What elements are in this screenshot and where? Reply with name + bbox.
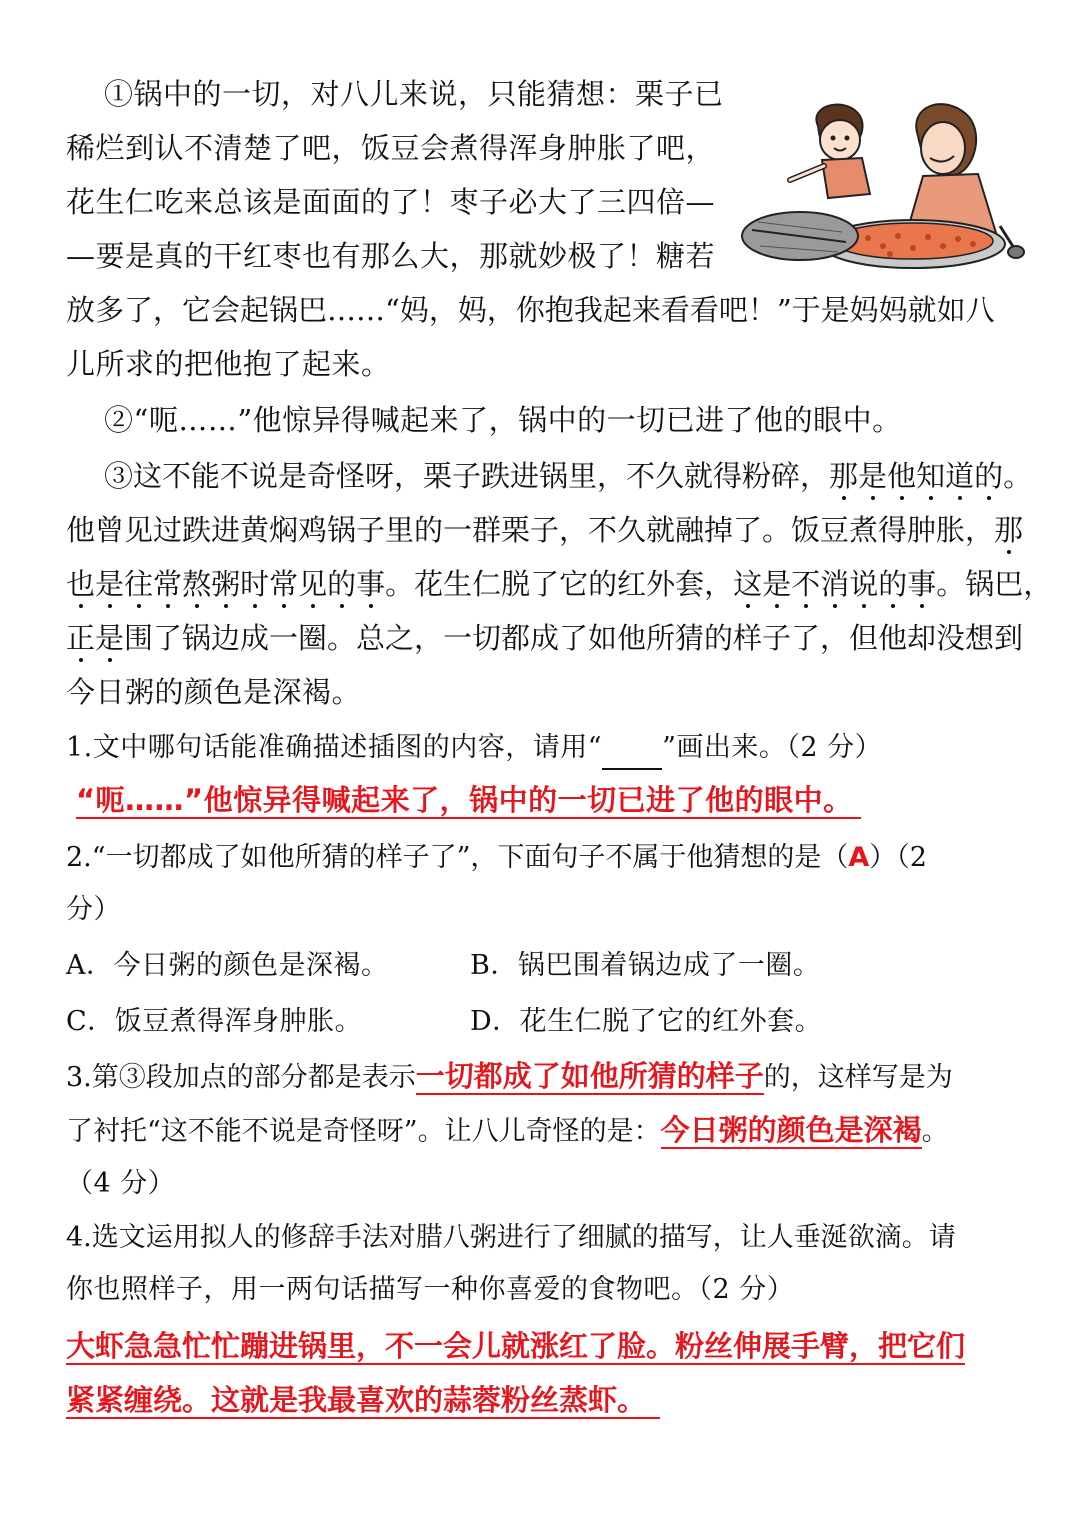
q3-text: 。: [921, 1116, 949, 1147]
passage-p1-line2: 稀烂到认不清楚了吧，饭豆会煮得浑身肿胀了吧，: [66, 131, 716, 165]
question-2: [66, 838, 927, 878]
porridge-pot-illustration: [738, 96, 1030, 272]
dotted-phrase: 正是: [66, 621, 124, 655]
question-3-line2: [66, 1110, 949, 1152]
p3-text: 。锅巴，: [936, 567, 1053, 601]
q3-text: 的，这样写是为: [763, 1062, 953, 1093]
answer-1-text: “呃……”他惊异得喊起来了，锅中的一切已进了他的眼中。: [76, 783, 861, 819]
q1-text: ”画出来。（2 分）: [662, 732, 883, 763]
p3-text: 。: [1003, 459, 1033, 493]
question-4-line1: 4.选文运用拟人的修辞手法对腊八粥进行了细腻的描写，让人垂涎欲滴。请: [66, 1222, 956, 1253]
passage-p3-line3: [66, 564, 1052, 604]
passage-p1-line4: —要是真的干红枣也有那么大，那就妙极了！糖若: [66, 239, 716, 273]
answer-1: [76, 780, 861, 820]
dotted-phrase: 那: [994, 513, 1023, 547]
passage-p2: ②“呃……”他惊异得喊起来了，锅中的一切已进了他的眼中。: [104, 403, 902, 437]
answer-2: A: [848, 842, 870, 873]
option-d: D．花生仁脱了它的红外套。: [470, 1006, 823, 1037]
answer-3-part1: 一切都成了如他所猜的样子: [415, 1059, 764, 1093]
passage-p3-line5: 今日粥的颜色是深褐。: [66, 675, 362, 709]
option-b: B．锅巴围着锅边成了一圈。: [470, 950, 821, 981]
passage-p1-line1: ①锅中的一切，对八儿来说，只能猜想：栗子已: [104, 77, 724, 111]
answer-4-line1: [66, 1326, 965, 1366]
dotted-phrase: 这是不消说的事: [733, 567, 936, 601]
question-3-line1: [66, 1056, 953, 1098]
passage-p1-line6: 儿所求的把他抱了起来。: [66, 347, 391, 381]
question-1: [66, 728, 882, 770]
q3-text: 3.第③段加点的部分都是表示: [66, 1062, 416, 1093]
p3-text: 。花生仁脱了它的红外套，: [385, 567, 734, 601]
q1-text: 1.文中哪句话能准确描述插图的内容，请用“: [66, 732, 603, 763]
passage-p1-line5: 放多了，它会起锅巴……“妈，妈，你抱我起来看看吧！”于是妈妈就如八: [66, 293, 995, 327]
question-4-line2: 你也照样子，用一两句话描写一种你喜爱的食物吧。（2 分）: [66, 1274, 795, 1305]
dotted-phrase: 也是往常熬粥时常见的事: [66, 567, 385, 601]
dotted-phrase: 那是他知道的: [829, 459, 1003, 493]
passage-p3-line2: [66, 510, 1023, 550]
q2-text: ）（2: [869, 842, 927, 873]
p3-text: ③这不能不说是奇怪呀，栗子跌进锅里，不久就得粉碎，: [104, 459, 830, 493]
option-c: C．饭豆煮得浑身肿胀。: [66, 1006, 363, 1037]
p3-text: 围了锅边成一圈。总之，一切都成了如他所猜的样子了，但他却没想到: [124, 621, 1024, 655]
passage-p3-line1: [104, 456, 1032, 496]
passage-p1-line3: 花生仁吃来总该是面面的了！枣子必大了三四倍—: [66, 185, 716, 219]
answer-4-text: 大虾急急忙忙蹦进锅里，不一会儿就涨红了脸。粉丝伸展手臂，把它们: [66, 1329, 966, 1363]
q1-blank: [602, 728, 662, 770]
passage-p3-line4: [66, 618, 1023, 658]
question-3-score: （4 分）: [66, 1168, 176, 1199]
answer-4-text: 紧紧缠绕。这就是我最喜欢的蒜蓉粉丝蒸虾。: [66, 1383, 660, 1419]
option-a: A．今日粥的颜色是深褐。: [66, 950, 389, 981]
p3-text: 他曾见过跌进黄焖鸡锅子里的一群栗子，不久就融掉了。饭豆煮得肿胀，: [66, 513, 995, 547]
q2-text: 2.“一切都成了如他所猜的样子了”，下面句子不属于他猜想的是（: [66, 842, 849, 873]
answer-4-line2: [66, 1380, 660, 1420]
question-2-score: 分）: [66, 894, 121, 925]
answer-3-part2: 今日粥的颜色是深褐: [660, 1113, 922, 1147]
q3-text: 了衬托“这不能不说是奇怪呀”。让八儿奇怪的是：: [66, 1116, 661, 1147]
